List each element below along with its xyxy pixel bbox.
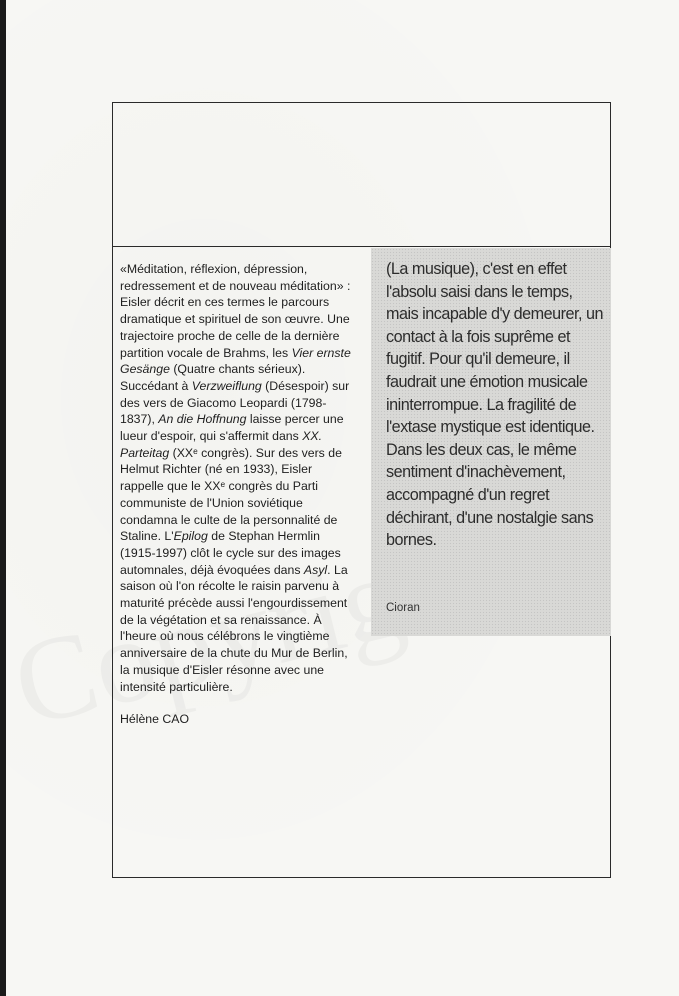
title-an-die-hoffnung: An die Hoffnung <box>158 412 247 427</box>
title-asyl: Asyl <box>303 562 328 577</box>
article-column <box>120 261 355 728</box>
scan-edge <box>0 0 6 996</box>
title-xx-parteitag: XX. Parteitag <box>120 429 323 460</box>
article-text: (Quatre chants sérieux). Succédant à <box>120 362 306 393</box>
title-verzweiflung: Verzweiflung <box>191 378 262 393</box>
article-paragraph <box>120 261 355 695</box>
article-text: . La saison où l'on récolte le raisin parvenu à maturité précède aussi l'engourdissement de la végétation et sa renaissance. À l'heure où nous célébrons le vingtième anniversaire de la chute du Mur de Berlin, la musique d'Eisler résonne avec une intensité particulière. <box>120 562 348 694</box>
article-text: laisse percer une lueur d'espoir, qui s'affermit dans <box>120 412 344 444</box>
article-text: (XXᵉ congrès). Sur des vers de Helmut Richter (né en 1933), Eisler rappelle que le XXᵉ congrès du Parti communiste de l'Union soviétique condamna le culte de la personnalité de Staline. L' <box>120 445 342 544</box>
quote-author: Cioran <box>386 602 420 614</box>
frame-divider <box>112 246 611 247</box>
article-text: (Désespoir) sur des vers de Giacomo Leopardi (1798-1837), <box>120 378 350 427</box>
article-text: «Méditation, réflexion, dépression, redressement et de nouveau méditation» : Eisler décrit en ces termes le parcours dramatique et spirituel de son œuvre. Une trajectoire proche de celle de la dernière partition vocale de Brahms, les <box>120 262 351 360</box>
title-vier-ernste-gesange: Vier ernste Gesänge <box>120 345 351 377</box>
article-author: Hélène CAO <box>120 712 190 727</box>
title-epilog: Epilog <box>173 529 208 544</box>
quote-text: (La musique), c'est en effet l'absolu saisi dans le temps, mais incapable d'y demeurer, un contact à la fois suprême et fugitif. Pour qu'il demeure, il faudrait une émotion musicale ininterrompue. La fragilité de l'extase mystique est identique. Dans les deux cas, le même sentiment d'inachèvement, accompagné d'un regret déchirant, d'une nostalgie sans bornes. <box>386 260 604 550</box>
article-text: de Stephan Hermlin (1915-1997) clôt le cycle sur des images automnales, déjà évoquées dans <box>120 529 341 577</box>
